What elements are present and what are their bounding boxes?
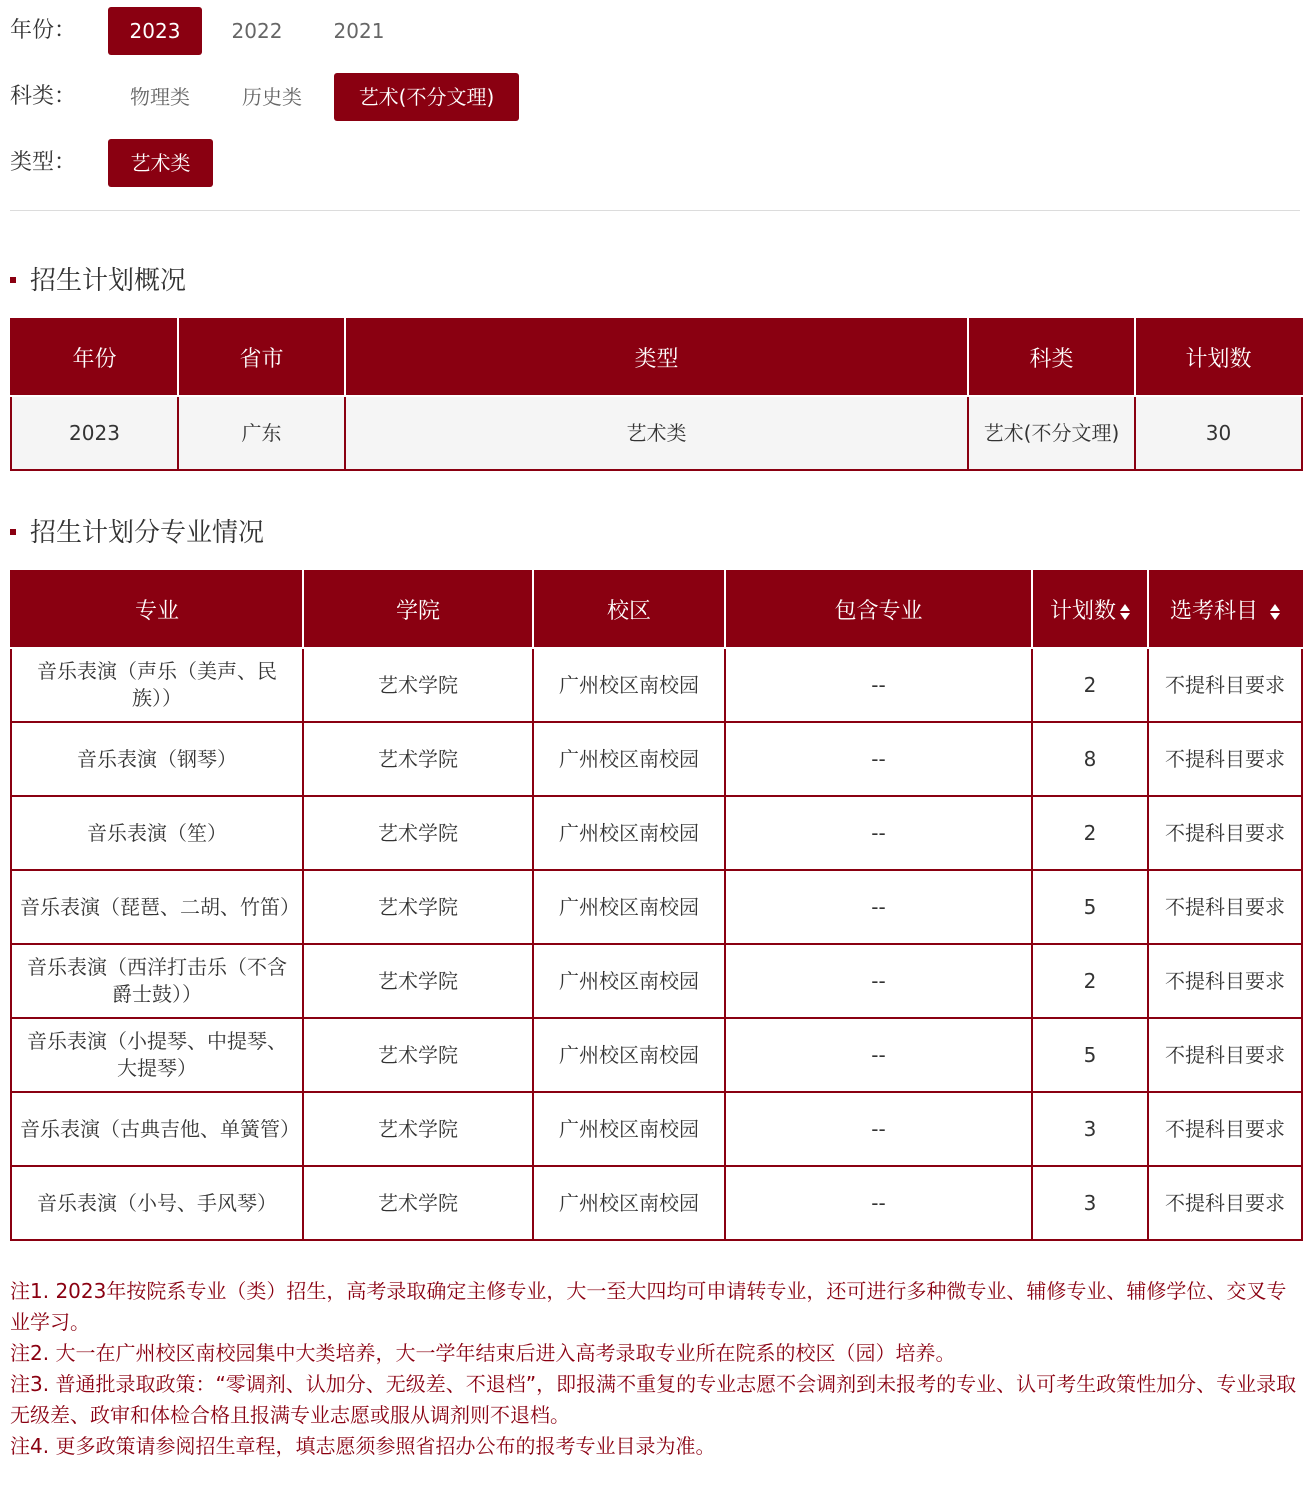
year-option-2021[interactable]: 2021 <box>333 19 385 43</box>
cell-subjects: 不提科目要求 <box>1148 648 1302 722</box>
cell-plan-count: 2 <box>1032 648 1148 722</box>
cell-province: 广东 <box>178 396 345 470</box>
cell-college: 艺术学院 <box>303 648 533 722</box>
cell-plan-count: 8 <box>1032 722 1148 796</box>
cell-campus: 广州校区南校园 <box>533 1092 725 1166</box>
table-row <box>11 396 1302 470</box>
category-option-history[interactable]: 历史类 <box>242 85 302 109</box>
table-row <box>11 1166 1302 1240</box>
cell-included-majors: -- <box>725 870 1032 944</box>
cell-year: 2023 <box>11 396 178 470</box>
header-plan-count: 计划数 <box>1135 319 1302 396</box>
filter-category-row <box>10 73 610 121</box>
cell-major: 音乐表演（琵琶、二胡、竹笛） <box>11 870 303 944</box>
cell-subjects: 不提科目要求 <box>1148 796 1302 870</box>
plan-overview-heading <box>10 260 186 297</box>
cell-college: 艺术学院 <box>303 1166 533 1240</box>
cell-included-majors: -- <box>725 1092 1032 1166</box>
cell-included-majors: -- <box>725 1166 1032 1240</box>
cell-plan-count: 5 <box>1032 870 1148 944</box>
cell-included-majors: -- <box>725 796 1032 870</box>
notes-section <box>10 1276 1300 1462</box>
cell-campus: 广州校区南校园 <box>533 1018 725 1092</box>
cell-included-majors: -- <box>725 722 1032 796</box>
filter-year-row <box>10 7 610 55</box>
cell-plan-count: 3 <box>1032 1092 1148 1166</box>
filter-category-label: 科类： <box>10 84 77 109</box>
cell-campus: 广州校区南校园 <box>533 870 725 944</box>
cell-plan-count: 5 <box>1032 1018 1148 1092</box>
header-subjects-sortable[interactable] <box>1148 571 1302 648</box>
note-1: 注1. 2023年按院系专业（类）招生，高考录取确定主修专业，大一至大四均可申请转专业，还可进行多种微专业、辅修专业、辅修学位、交叉专业学习。 <box>10 1279 1287 1334</box>
cell-included-majors: -- <box>725 944 1032 1018</box>
type-option-art[interactable]: 艺术类 <box>108 139 213 187</box>
table-header-row <box>11 319 1302 396</box>
cell-major: 音乐表演（小提琴、中提琴、大提琴） <box>11 1018 303 1092</box>
cell-campus: 广州校区南校园 <box>533 944 725 1018</box>
cell-type: 艺术类 <box>345 396 968 470</box>
header-college: 学院 <box>303 571 533 648</box>
cell-plan-count: 3 <box>1032 1166 1148 1240</box>
header-plan-count-label: 计划数 <box>1049 599 1116 624</box>
cell-subjects: 不提科目要求 <box>1148 870 1302 944</box>
cell-campus: 广州校区南校园 <box>533 1166 725 1240</box>
cell-campus: 广州校区南校园 <box>533 648 725 722</box>
cell-subjects: 不提科目要求 <box>1148 1018 1302 1092</box>
table-row <box>11 944 1302 1018</box>
filter-type-row <box>10 139 610 187</box>
filter-year-label: 年份： <box>10 18 77 43</box>
header-subjects-label: 选考科目 <box>1169 599 1258 624</box>
header-province: 省市 <box>178 319 345 396</box>
major-plan-table <box>10 570 1303 1241</box>
cell-subjects: 不提科目要求 <box>1148 1166 1302 1240</box>
cell-subjects: 不提科目要求 <box>1148 722 1302 796</box>
cell-included-majors: -- <box>725 648 1032 722</box>
cell-plan-count: 30 <box>1135 396 1302 470</box>
cell-subjects: 不提科目要求 <box>1148 1092 1302 1166</box>
cell-college: 艺术学院 <box>303 944 533 1018</box>
header-major: 专业 <box>11 571 303 648</box>
category-option-physics[interactable]: 物理类 <box>130 85 190 109</box>
cell-included-majors: -- <box>725 1018 1032 1092</box>
table-row <box>11 870 1302 944</box>
year-option-2023[interactable]: 2023 <box>108 7 202 55</box>
note-3: 注3. 普通批录取政策：“零调剂、认加分、无级差、不退档”，即报满不重复的专业志愿不会调剂到未报考的专业、认可考生政策性加分、专业录取无级差、政审和体检合格且报满专业志愿或服从调剂则不退档。 <box>10 1372 1297 1427</box>
cell-plan-count: 2 <box>1032 944 1148 1018</box>
section-marker-icon <box>10 277 16 283</box>
table-row <box>11 722 1302 796</box>
cell-college: 艺术学院 <box>303 1018 533 1092</box>
header-year: 年份 <box>11 319 178 396</box>
header-campus: 校区 <box>533 571 725 648</box>
header-category: 科类 <box>968 319 1135 396</box>
filter-divider <box>10 210 1300 211</box>
filter-type-label: 类型： <box>10 150 77 175</box>
header-included-majors: 包含专业 <box>725 571 1032 648</box>
table-header-row <box>11 571 1302 648</box>
sort-icon[interactable] <box>1270 602 1280 622</box>
cell-subjects: 不提科目要求 <box>1148 944 1302 1018</box>
table-row <box>11 1092 1302 1166</box>
cell-major: 音乐表演（笙） <box>11 796 303 870</box>
note-4: 注4. 更多政策请参阅招生章程，填志愿须参照省招办公布的报考专业目录为准。 <box>10 1434 716 1458</box>
cell-major: 音乐表演（古典吉他、单簧管） <box>11 1092 303 1166</box>
header-plan-count-sortable[interactable] <box>1032 571 1148 648</box>
cell-campus: 广州校区南校园 <box>533 796 725 870</box>
table-row <box>11 796 1302 870</box>
cell-plan-count: 2 <box>1032 796 1148 870</box>
cell-major: 音乐表演（小号、手风琴） <box>11 1166 303 1240</box>
plan-overview-table <box>10 318 1303 471</box>
header-type: 类型 <box>345 319 968 396</box>
sort-icon[interactable] <box>1120 602 1130 622</box>
note-2: 注2. 大一在广州校区南校园集中大类培养，大一学年结束后进入高考录取专业所在院系的校区（园）培养。 <box>10 1341 956 1365</box>
cell-major: 音乐表演（钢琴） <box>11 722 303 796</box>
cell-college: 艺术学院 <box>303 722 533 796</box>
section-marker-icon <box>10 529 16 535</box>
cell-major: 音乐表演（西洋打击乐（不含爵士鼓）） <box>11 944 303 1018</box>
category-option-art[interactable]: 艺术(不分文理) <box>334 73 519 121</box>
major-plan-title: 招生计划分专业情况 <box>30 518 265 548</box>
major-plan-heading <box>10 512 264 549</box>
cell-campus: 广州校区南校园 <box>533 722 725 796</box>
cell-category: 艺术(不分文理) <box>968 396 1135 470</box>
cell-college: 艺术学院 <box>303 796 533 870</box>
table-row <box>11 648 1302 722</box>
year-option-2022[interactable]: 2022 <box>231 19 283 43</box>
cell-college: 艺术学院 <box>303 1092 533 1166</box>
plan-overview-title: 招生计划概况 <box>30 266 187 296</box>
cell-college: 艺术学院 <box>303 870 533 944</box>
cell-major: 音乐表演（声乐（美声、民族）） <box>11 648 303 722</box>
table-row <box>11 1018 1302 1092</box>
